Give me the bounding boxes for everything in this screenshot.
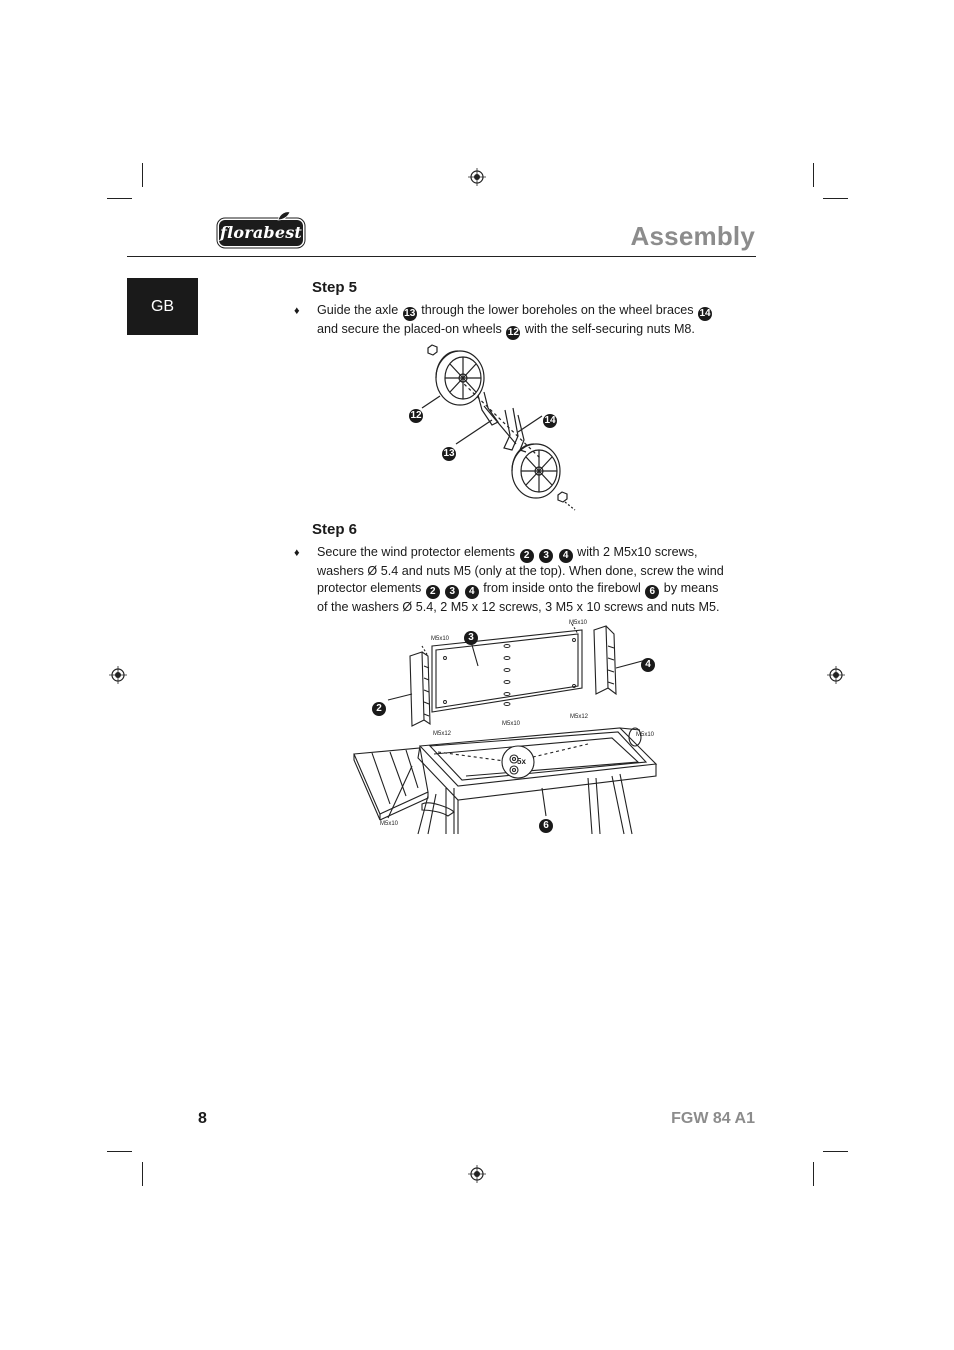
callout-14: 14 xyxy=(544,415,556,426)
registration-mark-icon xyxy=(827,666,845,684)
ref-number: 2 xyxy=(426,585,440,599)
screw-label: M5x10 xyxy=(380,821,399,827)
registration-mark-icon xyxy=(468,1165,486,1183)
screw-label: M5x10 xyxy=(636,732,655,738)
step-5-instruction: Guide the axle 13 through the lower boreholes on the wheel braces 14 and secure the placed-on wheels 12 with the self-securing nuts M8. xyxy=(317,303,711,338)
crop-mark xyxy=(813,163,814,187)
callout-6: 6 xyxy=(539,819,553,833)
crop-mark xyxy=(813,1162,814,1186)
header-rule xyxy=(127,256,756,257)
crop-mark xyxy=(107,1151,132,1152)
step-5-heading: Step 5 xyxy=(312,279,358,296)
callout-2: 2 xyxy=(372,702,386,716)
crop-mark xyxy=(142,1162,143,1186)
logo-text: florabest xyxy=(220,223,302,242)
ref-number: 6 xyxy=(645,585,659,599)
bullet-icon: ♦ xyxy=(294,305,300,317)
quantity-label: 5x xyxy=(517,757,526,766)
bullet-icon: ♦ xyxy=(294,547,300,559)
step-6-heading: Step 6 xyxy=(312,521,358,538)
model-number: FGW 84 A1 xyxy=(671,1110,755,1127)
ref-number: 13 xyxy=(404,308,416,319)
callout-13: 13 xyxy=(443,448,455,459)
ref-number: 4 xyxy=(465,585,479,599)
callout-4: 4 xyxy=(641,658,655,672)
ref-number: 3 xyxy=(539,549,553,563)
ref-number: 2 xyxy=(520,549,534,563)
step-5-illustration xyxy=(400,340,600,515)
crop-mark xyxy=(823,198,848,199)
ref-number: 12 xyxy=(507,327,519,338)
callout-3: 3 xyxy=(464,631,478,645)
step-6-illustration xyxy=(350,616,660,836)
crop-mark xyxy=(142,163,143,187)
callout-12: 12 xyxy=(410,410,422,421)
ref-number: 14 xyxy=(699,308,711,319)
crop-mark xyxy=(823,1151,848,1152)
screw-label: M5x10 xyxy=(569,620,588,626)
crop-mark xyxy=(107,198,132,199)
brand-logo xyxy=(219,220,303,246)
registration-mark-icon xyxy=(468,168,486,186)
registration-mark-icon xyxy=(109,666,127,684)
screw-label: M5x10 xyxy=(502,721,521,727)
language-tab: GB xyxy=(127,278,198,335)
screw-label: M5x10 xyxy=(431,636,450,642)
page-number: 8 xyxy=(198,1110,207,1127)
step-6-instruction: Secure the wind protector elements 2 3 4 with 2 M5x10 screws, washers Ø 5.4 and nuts M5 (only at the top). When done, screw the wind protector elements 2 3 4 from inside onto the firebowl 6 by means of the washers Ø 5.4, 2 M5 x 12 screws, 3 M5 x 10 screws and nuts M5. xyxy=(317,545,724,615)
section-title: Assembly xyxy=(630,221,755,251)
screw-label: M5x12 xyxy=(570,714,589,720)
screw-label: M5x12 xyxy=(433,731,452,737)
ref-number: 4 xyxy=(559,549,573,563)
ref-number: 3 xyxy=(445,585,459,599)
leaf-icon xyxy=(277,211,291,221)
